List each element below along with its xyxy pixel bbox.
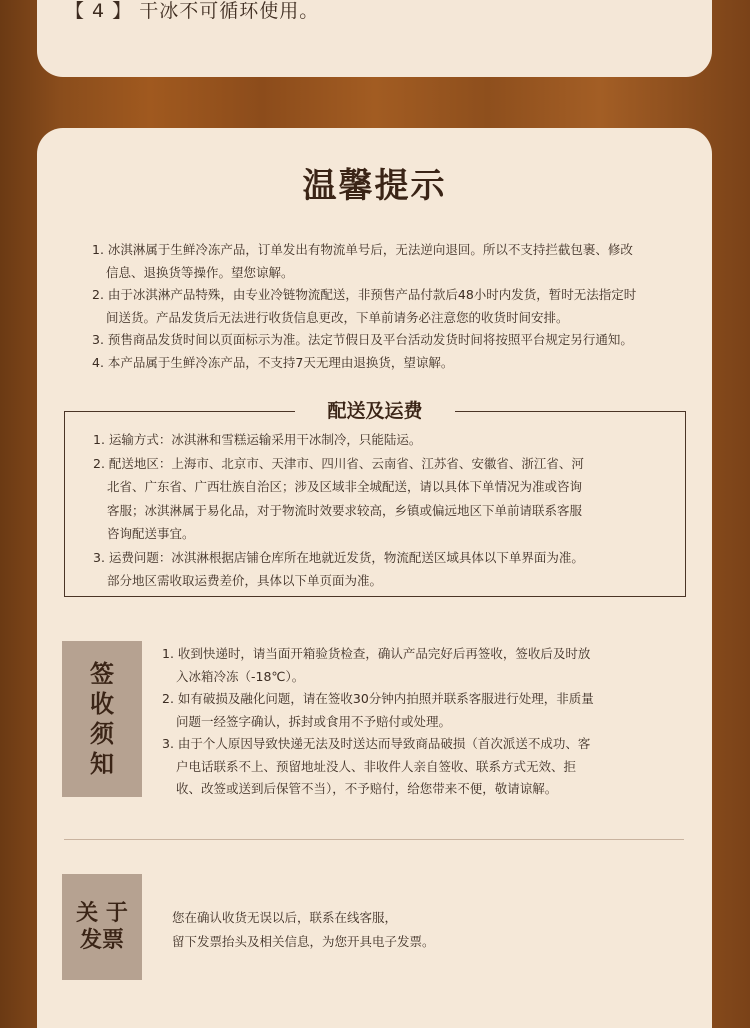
shipping-line: 2. 配送地区：上海市、北京市、天津市、四川省、云南省、江苏省、安徽省、浙江省、河 (93, 455, 584, 471)
sign-line: 户电话联系不上、预留地址没人、非收件人亲自签收、联系方式无效、拒 (176, 758, 577, 774)
sign-notice-list (162, 643, 667, 801)
tips-list (92, 239, 682, 374)
sign-line: 3. 由于个人原因导致快递无法及时送达而导致商品破损（首次派送不成功、客 (162, 736, 591, 751)
tag-line: 关 于 (76, 901, 128, 926)
sign-notice-tag (62, 641, 142, 797)
sign-line: 2. 如有破损及融化问题，请在签收30分钟内拍照并联系客服进行处理，非质量 (162, 691, 594, 706)
invoice-line: 留下发票抬头及相关信息，为您开具电子发票。 (172, 934, 435, 949)
tip-line: 2. 由于冰淇淋产品特殊，由专业冷链物流配送，非预售产品付款后48小时内发货，暂时无法指定时 (92, 287, 637, 302)
tag-line: 发票 (79, 928, 124, 953)
shipping-section (64, 400, 686, 597)
sign-line: 1. 收到快递时，请当面开箱验货检查，确认产品完好后再签收，签收后及时放 (162, 646, 591, 661)
warm-tips-card (37, 128, 712, 1028)
tag-char: 知 (90, 750, 114, 778)
tag-char: 须 (90, 720, 114, 748)
sign-line: 收、改签或送到后保管不当），不予赔付，给您带来不便，敬请谅解。 (176, 781, 558, 796)
shipping-line: 咨询配送事宜。 (107, 526, 195, 541)
dry-ice-note: 【 4 】 干冰不可循环使用。 (65, 0, 320, 22)
top-info-card (37, 0, 712, 77)
shipping-title: 配送及运费 (295, 396, 455, 423)
tip-line: 间送货。产品发货后无法进行收货信息更改，下单前请务必注意您的收货时间安排。 (106, 309, 569, 325)
sign-line: 问题一经签字确认，拆封或食用不予赔付或处理。 (176, 713, 452, 729)
shipping-line: 北省、广东省、广西壮族自治区；涉及区域非全城配送，请以具体下单情况为准或咨询 (107, 479, 583, 494)
shipping-line: 3. 运费问题：冰淇淋根据店铺仓库所在地就近发货，物流配送区域具体以下单界面为准。 (93, 549, 584, 565)
invoice-tag (62, 874, 142, 980)
section-divider (64, 839, 684, 840)
sign-line: 入冰箱冷冻（-18℃）。 (176, 668, 305, 684)
page-title: 温馨提示 (302, 166, 447, 206)
shipping-line: 1. 运输方式：冰淇淋和雪糕运输采用干冰制冷，只能陆运。 (93, 432, 422, 447)
tag-char: 签 (90, 660, 114, 688)
shipping-line: 部分地区需收取运费差价，具体以下单页面为准。 (107, 573, 383, 588)
invoice-line: 您在确认收货无误以后，联系在线客服， (172, 910, 398, 925)
tip-line: 信息、退换货等操作。望您谅解。 (106, 264, 294, 280)
tag-char: 收 (90, 690, 114, 718)
tip-line: 1. 冰淇淋属于生鲜冷冻产品，订单发出有物流单号后，无法逆向退回。所以不支持拦截包裹、修改 (92, 242, 633, 257)
shipping-line: 客服；冰淇淋属于易化品，对于物流时效要求较高，乡镇或偏远地区下单前请联系客服 (107, 502, 583, 518)
tip-line: 3. 预售商品发货时间以页面标示为准。法定节假日及平台活动发货时间将按照平台规定另行通知。 (92, 332, 633, 347)
invoice-info (172, 906, 652, 954)
tip-line: 4. 本产品属于生鲜冷冻产品，不支持7天无理由退换货，望谅解。 (92, 354, 454, 370)
shipping-list (93, 428, 683, 593)
